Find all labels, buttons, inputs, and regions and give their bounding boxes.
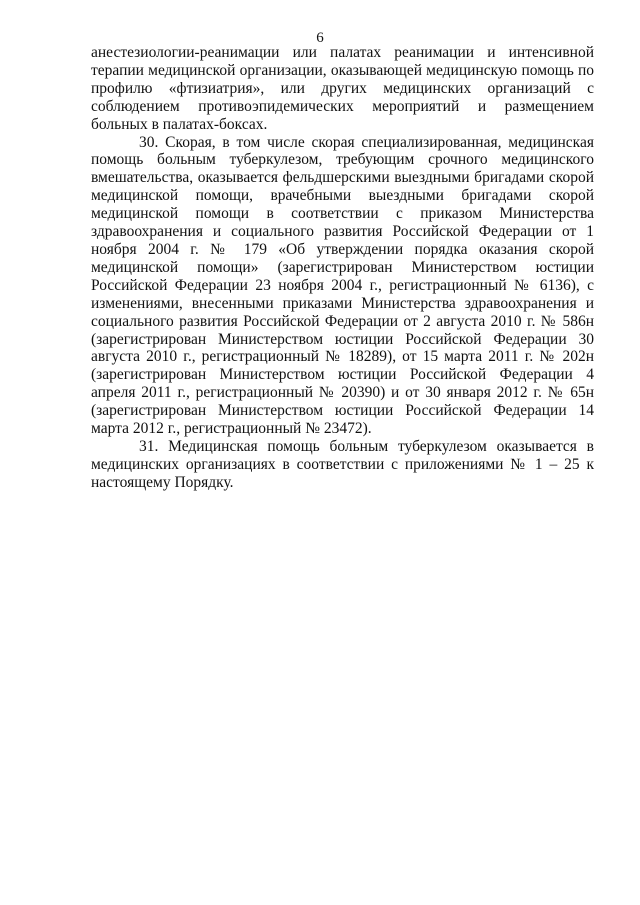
paragraph-31: 31. Медицинская помощь больным туберкулезом оказывается в медицинских организациях в соответствии с приложениями № 1 – 25 к настоящему Порядку. <box>91 437 594 491</box>
paragraph-30: 30. Скорая, в том числе скорая специализированная, медицинская помощь больным туберкулезом, требующим срочного медицинского вмешательства, оказывается фельдшерскими выездными бригадами скорой медицинской помощи, врачебными выездными бригадами скорой медицинской помощи в соответствии с приказом Министерства здравоохранения и социального развития Российской Федерации от 1 ноября 2004 г. № 179 «Об утверждении порядка оказания скорой медицинской помощи» (зарегистрирован Министерством юстиции Российской Федерации 23 ноября 2004 г., регистрационный № 6136), с изменениями, внесенными приказами Министерства здравоохранения и социального развития Российской Федерации от 2 августа 2010 г. № 586н (зарегистрирован Министерством юстиции Российской Федерации 30 августа 2010 г., регистрационный № 18289), от 15 марта 2011 г. № 202н (зарегистрирован Министерством юстиции Российской Федерации 4 апреля 2011 г., регистрационный № 20390) и от 30 января 2012 г. № 65н (зарегистрирован Министерством юстиции Российской Федерации 14 марта 2012 г., регистрационный № 23472). <box>91 133 594 438</box>
paragraph-continuation: анестезиологии-реанимации или палатах реанимации и интенсивной терапии медицинской организации, оказывающей медицинскую помощь по профилю «фтизиатрия», или других медицинских организаций с соблюдением противоэпидемических мероприятий и размещением больных в палатах-боксах. <box>91 44 594 133</box>
document-body <box>91 44 594 492</box>
page-number: 6 <box>316 30 324 46</box>
